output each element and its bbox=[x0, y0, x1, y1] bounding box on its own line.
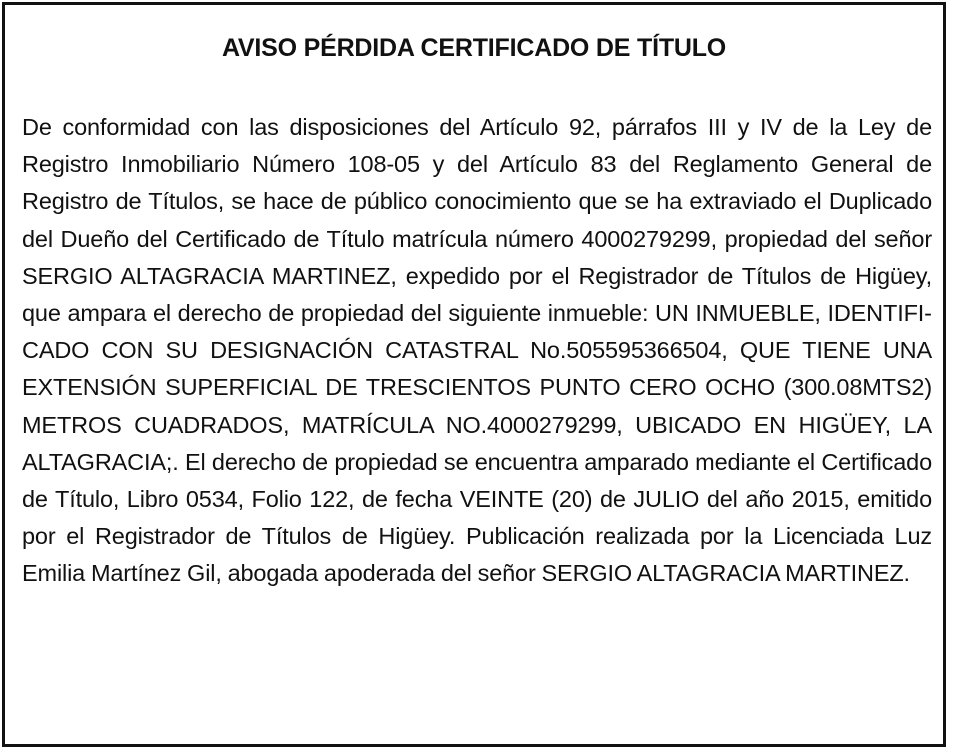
notice-box bbox=[2, 2, 946, 747]
notice-body: De conformidad con las disposiciones del Artículo 92, párrafos III y IV de la Ley de Registro Inmobiliario Número 108-05 y del Artículo 83 del Reglamento General de Registro de Títulos, se hace de público conocimiento que se ha extraviado el Duplicado del Dueño del Certificado de Título matrícula número 4000279299, propiedad del señor SERGIO ALTAGRACIA MARTINEZ, expedido por el Registrador de Títulos de Higüey, que ampara el derecho de propiedad del siguiente inmueble: UN INMUEBLE, IDENTIFICADO CON SU DESIGNACIÓN CATASTRAL No.505595366504, QUE TIENE UNA EXTENSIÓN SUPERFICIAL DE TRESCIENTOS PUNTO CERO OCHO (300.08MTS2) METROS CUADRADOS, MATRÍCULA NO.4000279299, UBICADO EN HIGÜEY, LA ALTAGRACIA;. El derecho de propiedad se encuentra amparado mediante el Certificado de Título, Libro 0534, Folio 122, de fecha VEINTE (20) de JULIO del año 2015, emitido por el Registrador de Títulos de Higüey. Publicación realizada por la Licenciada Luz Emilia Martínez Gil, abogada apoderada del señor SERGIO ALTAGRACIA MARTINEZ. bbox=[22, 114, 932, 587]
notice-title: AVISO PÉRDIDA CERTIFICADO DE TÍTULO bbox=[221, 34, 727, 62]
